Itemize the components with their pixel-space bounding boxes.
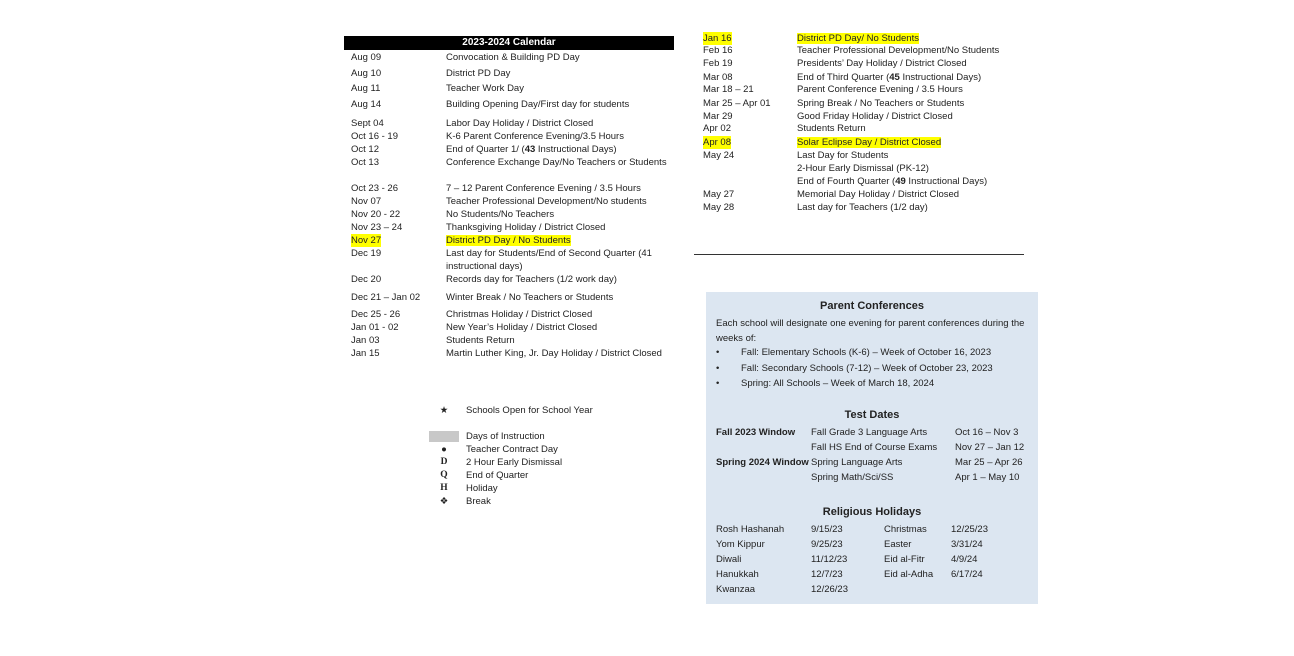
holiday-date: 12/26/23	[811, 584, 848, 595]
row-date: Aug 14	[351, 99, 382, 110]
test-dates: Mar 25 – Apr 26	[955, 457, 1023, 468]
q-icon: Q	[440, 470, 448, 480]
row-date: May 28	[703, 202, 735, 213]
test-dates-title: Test Dates	[844, 409, 900, 421]
row-event: New Year’s Holiday / District Closed	[446, 322, 598, 333]
event-text: End of Fourth Quarter (	[797, 176, 896, 187]
row-event: Records day for Teachers (1/2 work day)	[446, 274, 617, 285]
event-text: End of Third Quarter (	[797, 72, 890, 83]
row-event: K-6 Parent Conference Evening/3.5 Hours	[446, 131, 624, 142]
row-event: Labor Day Holiday / District Closed	[446, 118, 594, 129]
row-event: Presidents’ Day Holiday / District Closed	[797, 58, 967, 69]
row-date: May 24	[703, 150, 735, 161]
row-date: Dec 19	[351, 248, 382, 259]
row-event	[446, 234, 674, 247]
legend-label: Schools Open for School Year	[466, 405, 593, 416]
dot-icon: ●	[441, 444, 447, 455]
holiday-name: Christmas	[884, 524, 927, 535]
bullet-icon: •	[716, 347, 720, 358]
test-dates: Nov 27 – Jan 12	[955, 442, 1025, 453]
star-icon: ★	[439, 405, 449, 416]
holiday-name: Easter	[884, 539, 912, 550]
row-date: Mar 08	[703, 72, 733, 83]
instructional-days-count: 49	[895, 176, 906, 187]
row-event: Martin Luther King, Jr. Day Holiday / District Closed	[446, 348, 662, 359]
row-date: Oct 23 - 26	[351, 183, 398, 194]
diamond-icon: ❖	[439, 496, 449, 507]
row-date: Jan 01 - 02	[351, 322, 399, 333]
holiday-date: 4/9/24	[951, 554, 978, 565]
row-date: Apr 02	[703, 123, 731, 134]
event-text: End of Quarter 1/ (	[446, 144, 525, 155]
holiday-name: Eid al-Adha	[884, 569, 934, 580]
row-event: Parent Conference Evening / 3.5 Hours	[797, 84, 963, 95]
event-text: Instructional Days)	[905, 176, 988, 187]
row-event: Good Friday Holiday / District Closed	[797, 111, 953, 122]
info-box	[706, 292, 1038, 604]
row-event: Teacher Professional Development/No students	[446, 196, 647, 207]
religious-holidays-title: Religious Holidays	[822, 506, 922, 518]
row-date: Oct 16 - 19	[351, 131, 398, 142]
holiday-date: 12/7/23	[811, 569, 843, 580]
row-event	[797, 136, 1023, 149]
event-text: Instructional Days)	[899, 72, 982, 83]
legend-label: Teacher Contract Day	[466, 444, 558, 455]
row-date: Feb 16	[703, 45, 733, 56]
row-date: Oct 13	[351, 157, 379, 168]
row-date: May 27	[703, 189, 735, 200]
row-event: District PD Day	[446, 68, 511, 79]
test-name: Spring Language Arts	[811, 457, 903, 468]
row-date: Oct 12	[351, 144, 379, 155]
row-date: Nov 20 - 22	[351, 209, 401, 220]
holiday-date: 12/25/23	[951, 524, 988, 535]
row-event: Christmas Holiday / District Closed	[446, 309, 593, 320]
legend-label: Holiday	[466, 483, 498, 494]
row-event: Last day for Students/End of Second Quarter (41 instructional days)	[446, 248, 652, 272]
holiday-name: Diwali	[716, 554, 742, 565]
instructional-days-count: 45	[889, 72, 900, 83]
row-event: Conference Exchange Day/No Teachers or Students	[446, 157, 667, 168]
bullet-icon: •	[716, 363, 720, 374]
event-text: Instructional Days)	[535, 144, 617, 155]
row-event: No Students/No Teachers	[446, 209, 555, 220]
instructional-days-count: 43	[524, 144, 536, 155]
parent-conferences-title: Parent Conferences	[820, 300, 924, 312]
row-date: Aug 11	[351, 83, 381, 94]
row-date: Jan 16	[703, 33, 732, 44]
parent-conferences-intro: Each school will designate one evening for parent conferences during the weeks of:	[716, 318, 1025, 344]
event-text: Solar Eclipse Day / District Closed	[797, 137, 942, 148]
holiday-name: Yom Kippur	[716, 539, 765, 550]
legend-label: Days of Instruction	[466, 431, 545, 442]
row-date: Jan 15	[351, 348, 380, 359]
holiday-date: 9/25/23	[811, 539, 843, 550]
h-icon: H	[440, 483, 448, 493]
row-date: Mar 25 – Apr 01	[703, 98, 771, 109]
event-text: District PD Day/ No Students	[797, 33, 919, 44]
holiday-date: 11/12/23	[811, 554, 848, 565]
bullet-icon: •	[716, 378, 720, 389]
row-event: Memorial Day Holiday / District Closed	[797, 189, 960, 200]
test-name: Spring Math/Sci/SS	[811, 472, 894, 483]
row-event: Thanksgiving Holiday / District Closed	[446, 222, 606, 233]
row-event	[797, 175, 1023, 188]
test-name: Fall Grade 3 Language Arts	[811, 427, 928, 438]
holiday-name: Rosh Hashanah	[716, 524, 785, 535]
row-date: Jan 03	[351, 335, 380, 346]
test-dates: Apr 1 – May 10	[955, 472, 1020, 483]
bullet-text: Fall: Secondary Schools (7-12) – Week of October 23, 2023	[741, 363, 993, 374]
holiday-name: Kwanzaa	[716, 584, 756, 595]
row-event: 2-Hour Early Dismissal (PK-12)	[797, 163, 929, 174]
row-date: Dec 25 - 26	[351, 309, 401, 320]
test-window: Fall 2023 Window	[716, 427, 796, 438]
holiday-name: Eid al-Fitr	[884, 554, 925, 565]
bullet-text: Spring: All Schools – Week of March 18, 2024	[741, 378, 935, 389]
row-event	[446, 143, 674, 156]
row-date: Mar 18 – 21	[703, 84, 754, 95]
holiday-date: 6/17/24	[951, 569, 983, 580]
test-dates: Oct 16 – Nov 3	[955, 427, 1019, 438]
test-name: Fall HS End of Course Exams	[811, 442, 938, 453]
row-date: Dec 21 – Jan 02	[351, 292, 421, 303]
section-divider	[694, 254, 1024, 255]
row-date: Apr 08	[703, 137, 731, 148]
holiday-date: 3/31/24	[951, 539, 983, 550]
row-date: Dec 20	[351, 274, 382, 285]
gray-box-icon	[429, 430, 459, 443]
row-event: Convocation & Building PD Day	[446, 52, 580, 63]
holiday-name: Hanukkah	[716, 569, 759, 580]
legend-label: End of Quarter	[466, 470, 529, 481]
row-date: Aug 09	[351, 52, 382, 63]
row-event: Last Day for Students	[797, 150, 889, 161]
row-date: Nov 07	[351, 196, 382, 207]
test-window: Spring 2024 Window	[716, 457, 809, 468]
row-event: Spring Break / No Teachers or Students	[797, 98, 965, 109]
row-event: Teacher Professional Development/No Students	[797, 45, 1000, 56]
row-event: Teacher Work Day	[446, 83, 524, 94]
bullet-text: Fall: Elementary Schools (K-6) – Week of October 16, 2023	[741, 347, 992, 358]
legend-label: Break	[466, 496, 491, 507]
row-event: 7 – 12 Parent Conference Evening / 3.5 Hours	[446, 183, 641, 194]
d-icon: D	[440, 457, 448, 467]
row-event: Students Return	[446, 335, 515, 346]
legend-label: 2 Hour Early Dismissal	[466, 457, 563, 468]
row-date: Nov 23 – 24	[351, 222, 403, 233]
row-event: Winter Break / No Teachers or Students	[446, 292, 614, 303]
row-date: Aug 10	[351, 68, 382, 79]
row-date: Sept 04	[351, 118, 384, 129]
row-event: Last day for Teachers (1/2 day)	[797, 202, 928, 213]
holiday-date: 9/15/23	[811, 524, 843, 535]
row-date: Mar 29	[703, 111, 733, 122]
event-text: District PD Day / No Students	[446, 235, 571, 246]
row-event: Building Opening Day/First day for students	[446, 99, 630, 110]
calendar-title: 2023-2024 Calendar	[344, 36, 674, 50]
row-event: Students Return	[797, 123, 866, 134]
row-date: Feb 19	[703, 58, 733, 69]
row-date: Nov 27	[351, 235, 382, 246]
